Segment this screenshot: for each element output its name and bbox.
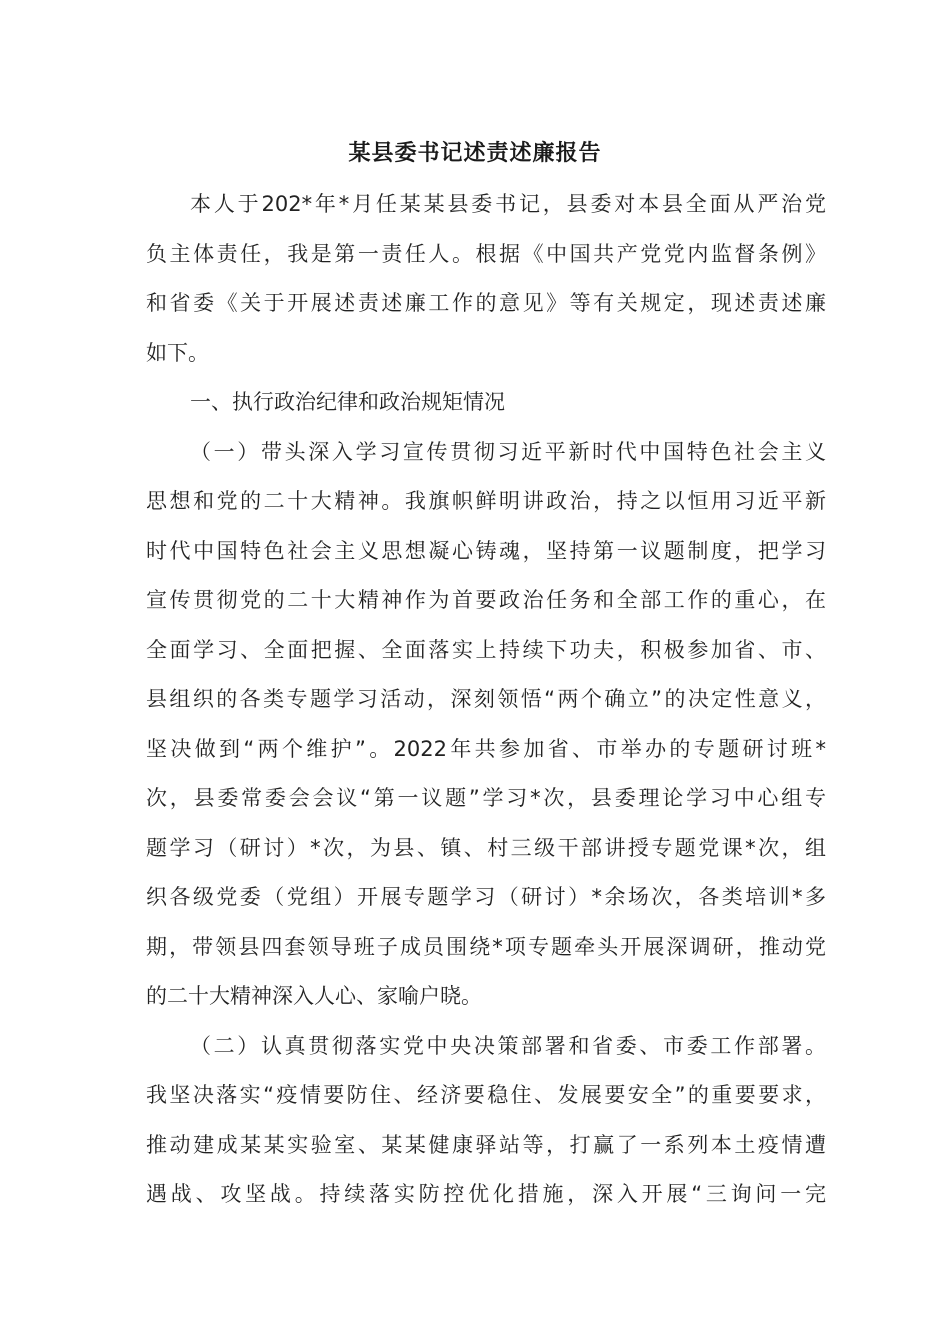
text-line: 遇战、攻坚战。持续落实防控优化措施，深入开展“三询问一完 xyxy=(146,1182,826,1206)
text-line: （一）带头深入学习宣传贯彻习近平新时代中国特色社会主义 xyxy=(190,439,826,464)
text-line: 织各级党委（党组）开展专题学习（研讨）*余场次，各类培训*多 xyxy=(146,885,826,909)
text-line: 题学习（研讨）*次，为县、镇、村三级干部讲授专题党课*次，组 xyxy=(146,835,826,860)
text-line: 本人于202*年*月任某某县委书记，县委对本县全面从严治党 xyxy=(190,192,826,216)
text-line: 次，县委常委会会议“第一议题”学习*次，县委理论学习中心组专 xyxy=(146,786,826,810)
text-line: （二）认真贯彻落实党中央决策部署和省委、市委工作部署。 xyxy=(190,1033,826,1058)
text-line: 负主体责任，我是第一责任人。根据《中国共产党党内监督条例》 xyxy=(146,241,826,266)
text-line: 思想和党的二十大精神。我旗帜鲜明讲政治，持之以恒用习近平新 xyxy=(146,489,826,513)
text-line: 时代中国特色社会主义思想凝心铸魂，坚持第一议题制度，把学习 xyxy=(146,538,826,563)
text-line: 全面学习、全面把握、全面落实上持续下功夫，积极参加省、市、 xyxy=(146,637,826,662)
text-line: 期，带领县四套领导班子成员围绕*项专题牵头开展深调研，推动党 xyxy=(146,934,826,959)
document-body xyxy=(146,180,826,1220)
text-line: 的二十大精神深入人心、家喻户晓。 xyxy=(146,984,482,1008)
text-line: 和省委《关于开展述责述廉工作的意见》等有关规定，现述责述廉 xyxy=(146,291,826,315)
text-line: 坚决做到“两个维护”。2022年共参加省、市举办的专题研讨班* xyxy=(146,736,826,761)
text-line: 宣传贯彻党的二十大精神作为首要政治任务和全部工作的重心，在 xyxy=(146,588,826,612)
text-line: 如下。 xyxy=(146,340,209,365)
section-heading: 一、执行政治纪律和政治规矩情况 xyxy=(190,390,505,414)
document-title: 某县委书记述责述廉报告 xyxy=(348,140,602,166)
text-line: 推动建成某某实验室、某某健康驿站等，打赢了一系列本土疫情遭 xyxy=(146,1132,826,1157)
text-line: 县组织的各类专题学习活动，深刻领悟“两个确立”的决定性意义， xyxy=(146,687,826,711)
text-line: 我坚决落实“疫情要防住、经济要稳住、发展要安全”的重要要求， xyxy=(146,1083,826,1107)
